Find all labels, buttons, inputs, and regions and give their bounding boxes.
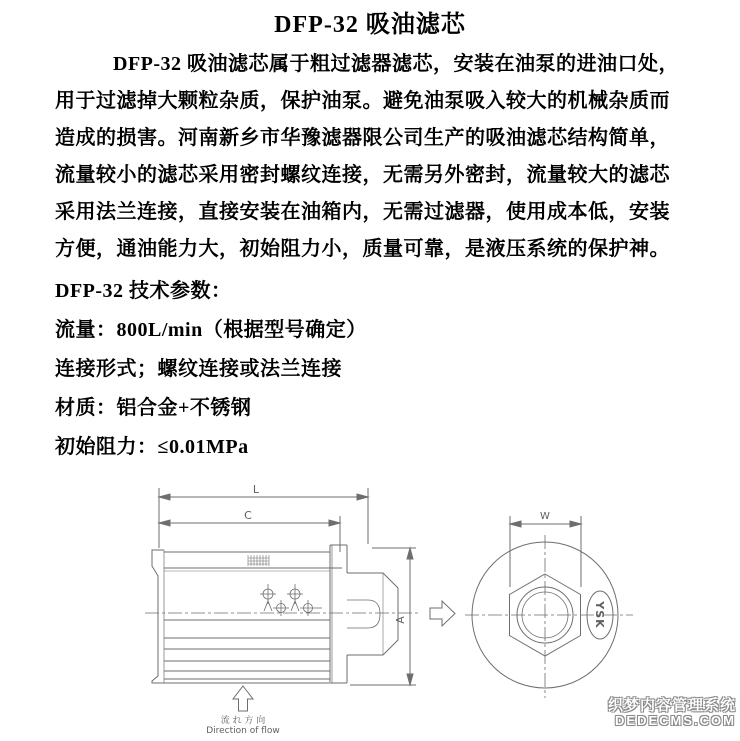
flow-direction-label-jp: 流 れ 方 向 xyxy=(220,716,266,726)
paragraph-line: 采用法兰连接，直接安装在油箱内，无需过滤器，使用成本低，安装 xyxy=(55,201,670,223)
dim-a-label: A xyxy=(394,616,407,624)
spec-tech-title: DFP-32 技术参数： xyxy=(55,280,232,302)
filter-front-view xyxy=(465,535,633,698)
tech-specs xyxy=(55,276,687,471)
spec-connection: 连接形式；螺纹连接或法兰连接 xyxy=(55,358,342,380)
paragraph-line: DFP-32 吸油滤芯属于粗过滤器滤芯，安装在油泵的进油口处， xyxy=(113,53,680,75)
watermark-cn: 织梦内容管理系统 xyxy=(607,697,736,714)
dim-l-label: L xyxy=(252,483,260,496)
page-title: DFP-32 吸油滤芯 xyxy=(274,12,466,38)
watermark xyxy=(608,698,736,727)
paragraph-line: 方便，通油能力大，初始阻力小，质量可靠，是液压系统的保护神。 xyxy=(55,238,670,260)
dim-w-label: W xyxy=(540,511,550,522)
view-arrow-icon xyxy=(430,601,455,626)
weld-symbols xyxy=(260,584,322,616)
filter-side-view xyxy=(152,545,398,683)
flow-direction-arrow-icon xyxy=(233,686,253,711)
paragraph-line: 造成的损害。河南新乡市华豫滤器限公司生产的吸油滤芯结构简单， xyxy=(55,127,670,149)
dimension-w xyxy=(510,516,581,587)
spec-material: 材质：铝合金+不锈钢 xyxy=(55,397,252,419)
description-paragraph xyxy=(55,46,687,268)
flow-direction-label-en: Direction of flow xyxy=(206,726,280,736)
watermark-domain: DEDECMS.COM xyxy=(615,712,736,728)
paragraph-line: 用于过滤掉大颗粒杂质，保护油泵。避免油泵吸入较大的机械杂质而 xyxy=(55,90,670,112)
dim-c-label: C xyxy=(244,509,252,522)
spec-flow: 流量：800L/min（根据型号确定） xyxy=(55,319,367,341)
dimension-l xyxy=(159,488,368,548)
paragraph-line: 流量较小的滤芯采用密封螺纹连接，无需另外密封，流量较大的滤芯 xyxy=(55,164,670,186)
hatch-pattern xyxy=(248,555,269,566)
spec-resistance: 初始阻力：≤0.01MPa xyxy=(55,436,249,458)
brand-label: YSK xyxy=(593,601,606,629)
